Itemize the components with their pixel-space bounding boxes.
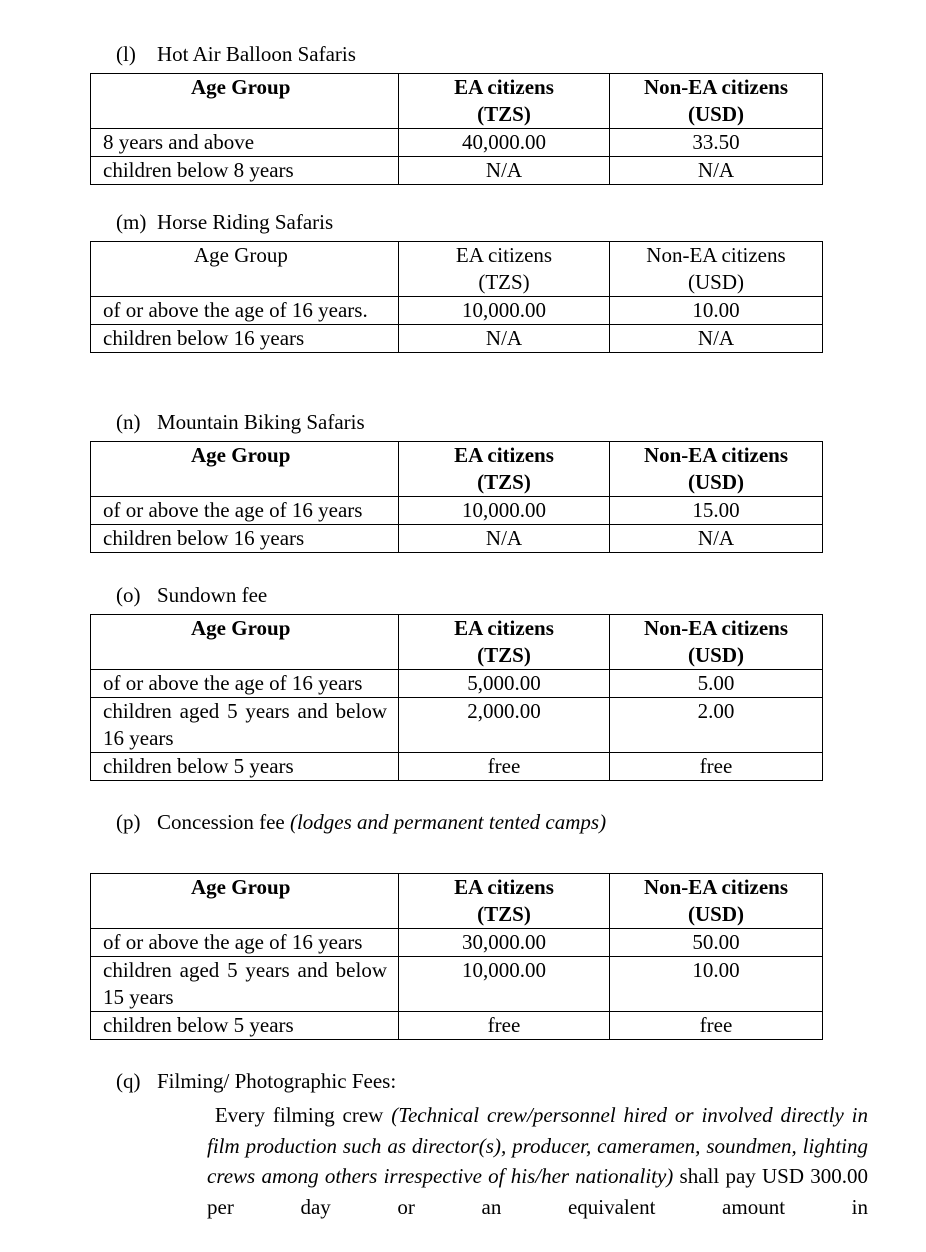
- header-non-ea-citizens: Non-EA citizens (USD): [610, 615, 823, 670]
- ea-fee-cell: 10,000.00: [399, 297, 610, 325]
- section-label: (q): [116, 1069, 141, 1093]
- section-title: Concession fee: [157, 810, 285, 834]
- table-row: [91, 325, 823, 353]
- age-cell: children below 5 years: [91, 1012, 399, 1040]
- ea-fee-cell: N/A: [399, 525, 610, 553]
- fee-table-horse-riding: [90, 241, 823, 353]
- header-ea-citizens: EA citizens (TZS): [399, 442, 610, 497]
- non-ea-fee-cell: N/A: [610, 157, 823, 185]
- ea-fee-cell: N/A: [399, 325, 610, 353]
- para-text-italic: (Technical crew/personnel hired or involved directly in film production such as director(s), producer, cameramen, soundmen, lighting crews among others irrespective of his/her nationality): [207, 1103, 868, 1188]
- table-row: [91, 1012, 823, 1040]
- non-ea-fee-cell: 15.00: [610, 497, 823, 525]
- section-heading-o: [116, 582, 267, 609]
- table-row: [91, 753, 823, 781]
- table-header-row: [91, 874, 823, 929]
- header-ea-citizens: EA citizens (TZS): [399, 874, 610, 929]
- header-age-group: Age Group: [91, 74, 399, 129]
- age-cell: children below 16 years: [91, 525, 399, 553]
- age-cell: of or above the age of 16 years: [91, 497, 399, 525]
- age-cell: children below 8 years: [91, 157, 399, 185]
- fee-table-concession: [90, 873, 823, 1040]
- table-header-row: [91, 615, 823, 670]
- header-age-group: Age Group: [91, 242, 399, 297]
- non-ea-fee-cell: N/A: [610, 325, 823, 353]
- ea-fee-cell: 10,000.00: [399, 957, 610, 1012]
- header-ea-citizens: EA citizens (TZS): [399, 74, 610, 129]
- non-ea-fee-cell: free: [610, 753, 823, 781]
- table-header-row: [91, 242, 823, 297]
- header-age-group: Age Group: [91, 442, 399, 497]
- table-row: [91, 129, 823, 157]
- table-row: [91, 497, 823, 525]
- header-ea-citizens: EA citizens (TZS): [399, 242, 610, 297]
- section-heading-p: [116, 809, 606, 836]
- age-cell: 8 years and above: [91, 129, 399, 157]
- header-non-ea-citizens: Non-EA citizens (USD): [610, 874, 823, 929]
- section-title: Hot Air Balloon Safaris: [157, 42, 356, 66]
- para-text-end: shall pay USD 300.00 per day or an equivalent amount in: [207, 1164, 868, 1219]
- age-cell: of or above the age of 16 years.: [91, 297, 399, 325]
- fee-table-hot-air-balloon: [90, 73, 823, 185]
- ea-fee-cell: free: [399, 1012, 610, 1040]
- age-cell: children below 16 years: [91, 325, 399, 353]
- fee-table-sundown: [90, 614, 823, 781]
- age-cell: of or above the age of 16 years: [91, 670, 399, 698]
- section-title-note: (lodges and permanent tented camps): [289, 810, 607, 834]
- section-label: (n): [116, 410, 141, 434]
- ea-fee-cell: 10,000.00: [399, 497, 610, 525]
- age-cell: children aged 5 years and below 16 years: [91, 698, 399, 753]
- table-row: [91, 670, 823, 698]
- table-row: [91, 698, 823, 753]
- section-title: Mountain Biking Safaris: [157, 410, 365, 434]
- ea-fee-cell: N/A: [399, 157, 610, 185]
- fee-table-mountain-biking: [90, 441, 823, 553]
- para-text-start: Every filming crew: [214, 1103, 384, 1127]
- age-cell: of or above the age of 16 years: [91, 929, 399, 957]
- non-ea-fee-cell: free: [610, 1012, 823, 1040]
- section-heading-l: [116, 41, 356, 68]
- section-label: (l): [116, 42, 136, 66]
- non-ea-fee-cell: 10.00: [610, 957, 823, 1012]
- ea-fee-cell: 30,000.00: [399, 929, 610, 957]
- header-non-ea-citizens: Non-EA citizens (USD): [610, 242, 823, 297]
- table-header-row: [91, 442, 823, 497]
- table-row: [91, 157, 823, 185]
- table-row: [91, 929, 823, 957]
- ea-fee-cell: 5,000.00: [399, 670, 610, 698]
- non-ea-fee-cell: 33.50: [610, 129, 823, 157]
- ea-fee-cell: free: [399, 753, 610, 781]
- ea-fee-cell: 2,000.00: [399, 698, 610, 753]
- section-label: (o): [116, 583, 141, 607]
- table-row: [91, 525, 823, 553]
- section-label: (m): [116, 210, 147, 234]
- ea-fee-cell: 40,000.00: [399, 129, 610, 157]
- age-cell: children below 5 years: [91, 753, 399, 781]
- age-cell: children aged 5 years and below 15 years: [91, 957, 399, 1012]
- non-ea-fee-cell: N/A: [610, 525, 823, 553]
- header-age-group: Age Group: [91, 615, 399, 670]
- table-row: [91, 297, 823, 325]
- section-title: Horse Riding Safaris: [157, 210, 334, 234]
- section-heading-n: [116, 409, 365, 436]
- non-ea-fee-cell: 10.00: [610, 297, 823, 325]
- table-header-row: [91, 74, 823, 129]
- section-heading-m: [116, 209, 333, 236]
- section-title: Sundown fee: [157, 583, 268, 607]
- non-ea-fee-cell: 2.00: [610, 698, 823, 753]
- filming-fee-paragraph: [207, 1100, 868, 1222]
- header-non-ea-citizens: Non-EA citizens (USD): [610, 442, 823, 497]
- header-ea-citizens: EA citizens (TZS): [399, 615, 610, 670]
- non-ea-fee-cell: 5.00: [610, 670, 823, 698]
- header-age-group: Age Group: [91, 874, 399, 929]
- section-label: (p): [116, 810, 141, 834]
- table-row: [91, 957, 823, 1012]
- non-ea-fee-cell: 50.00: [610, 929, 823, 957]
- header-non-ea-citizens: Non-EA citizens (USD): [610, 74, 823, 129]
- section-title: Filming/ Photographic Fees:: [157, 1069, 397, 1093]
- section-heading-q: [116, 1068, 396, 1095]
